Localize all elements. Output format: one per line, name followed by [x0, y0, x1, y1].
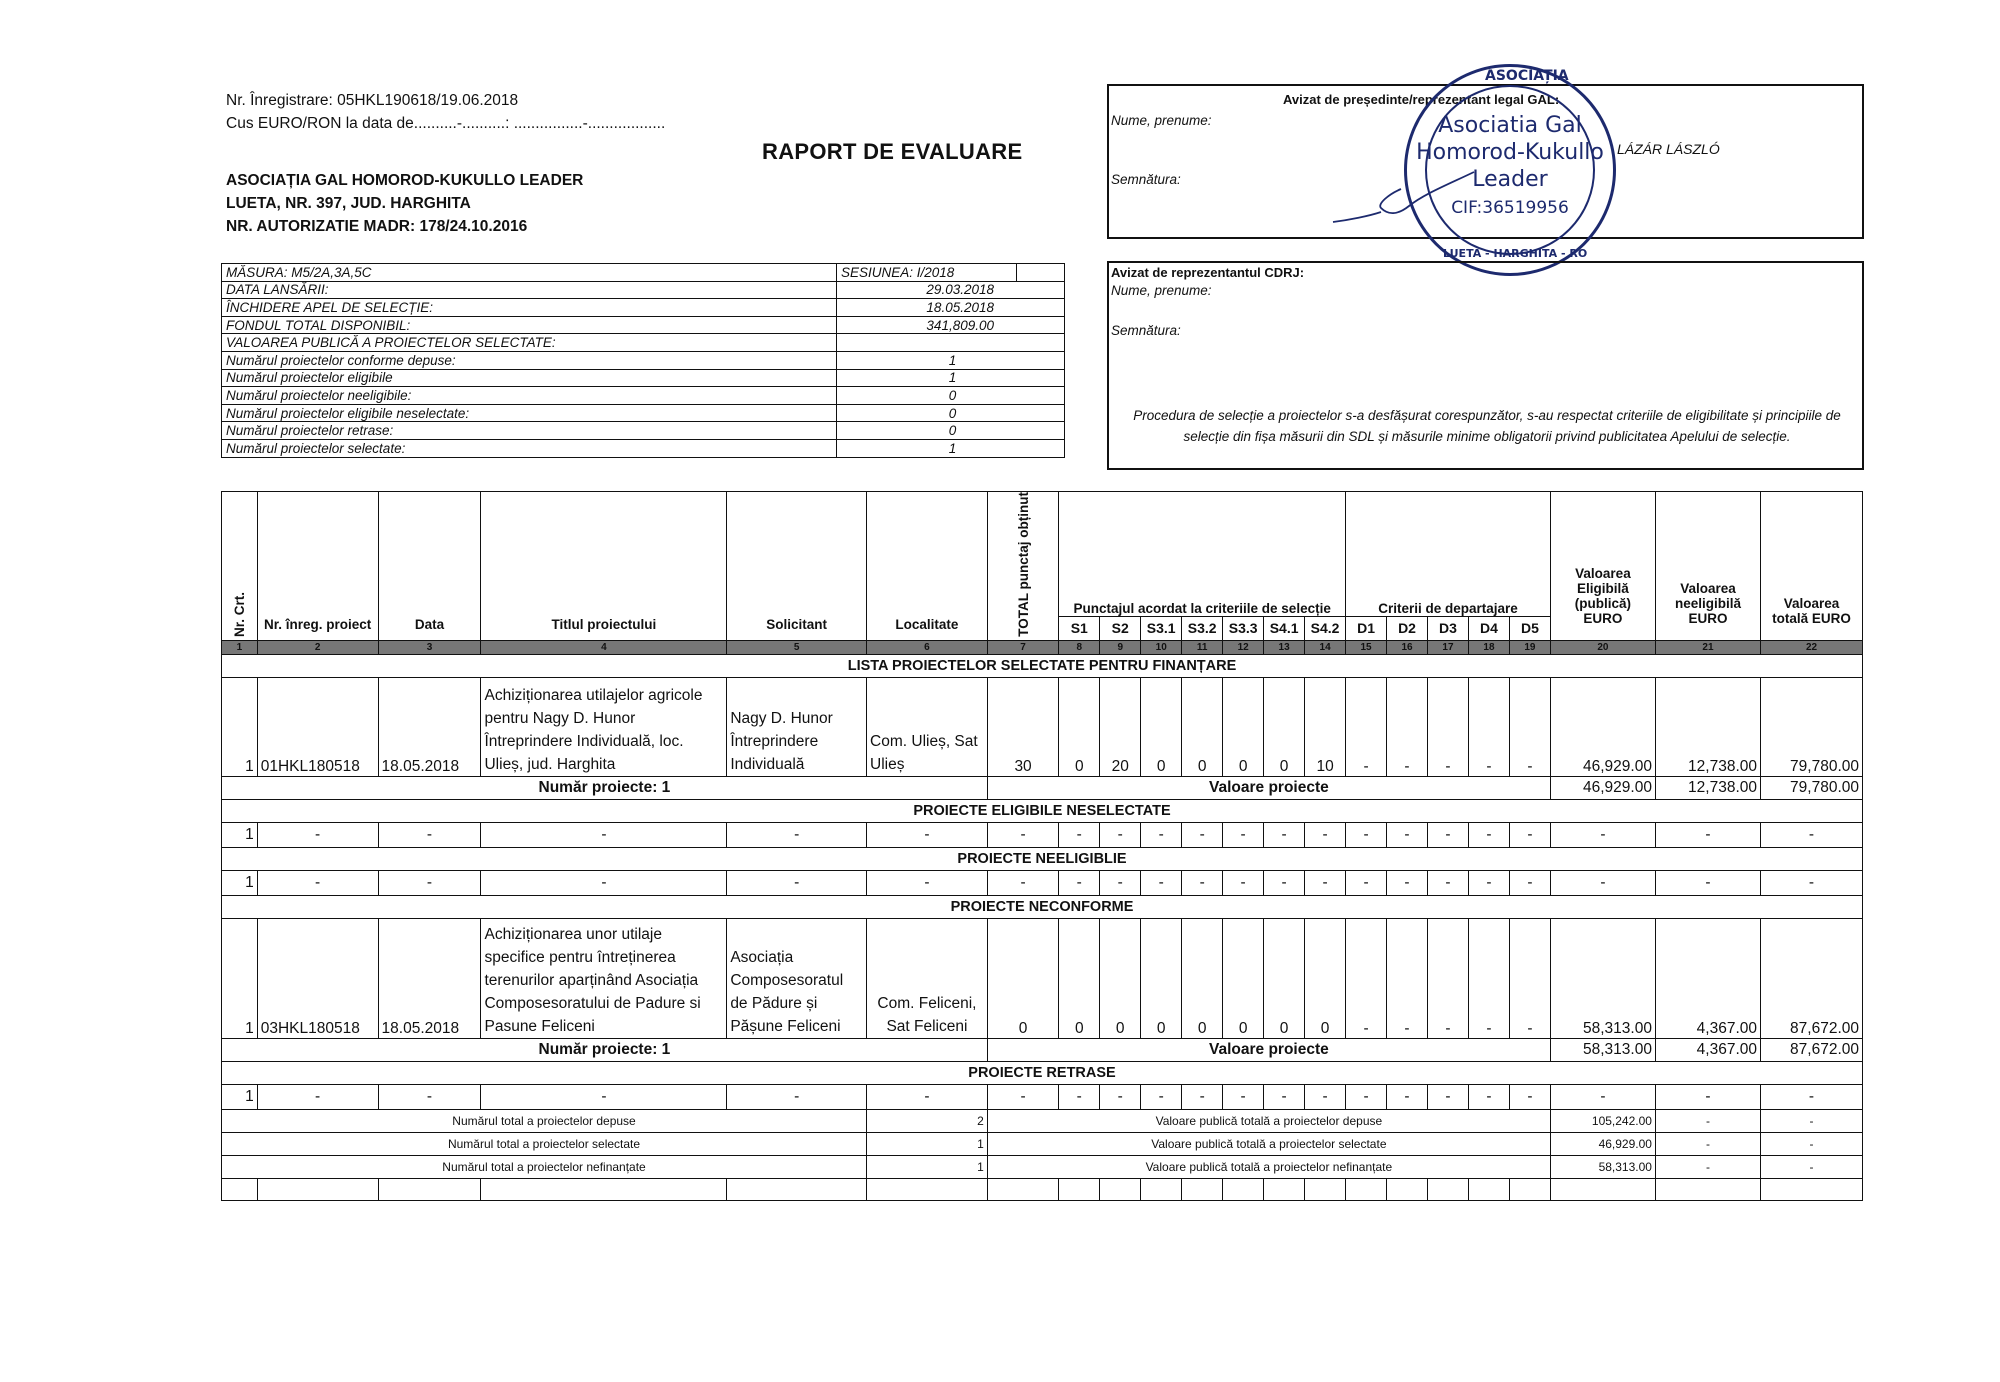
col-number: 21: [1655, 640, 1760, 654]
col-number: 14: [1305, 640, 1346, 654]
summary-row: [222, 387, 1065, 405]
cell-dash: -: [1509, 1084, 1550, 1109]
stamp-line-3: Leader: [1472, 167, 1548, 192]
signature-label: Semnătura:: [1111, 172, 1181, 187]
total-v2: -: [1655, 1155, 1760, 1178]
cell-val-neeligibila: 4,367.00: [1655, 918, 1760, 1038]
name-label: Nume, prenume:: [1111, 283, 1212, 298]
total-value-label: Valoare publică totală a proiectelor selectate: [987, 1132, 1550, 1155]
page-title: RAPORT DE EVALUARE: [762, 139, 1023, 164]
session-summary-table: [221, 263, 1065, 458]
cell-dash: -: [1223, 822, 1264, 847]
blank-cell: [1059, 1178, 1100, 1200]
section-title-eligible-unselected: PROIECTE ELIGIBILE NESELECTATE: [222, 799, 1863, 822]
cell-dash: -: [1100, 1084, 1141, 1109]
cell-val-eligibila: 46,929.00: [1550, 677, 1655, 776]
exchange-rate-line: Cus EURO/RON la data de..........-..........: ................-..................: [226, 115, 666, 132]
summary-label: Numărul proiectelor neeligibile:: [222, 387, 837, 405]
blank-cell: [1182, 1178, 1223, 1200]
total-label: Numărul total a proiectelor depuse: [222, 1109, 867, 1132]
summary-label: Numărul proiectelor conforme depuse:: [222, 351, 837, 369]
blank-cell: [987, 1178, 1058, 1200]
empty-row: [222, 822, 1863, 847]
cell-dash: -: [1761, 822, 1863, 847]
table-row: [222, 918, 1863, 1038]
blank-cell: [867, 1178, 988, 1200]
criterion-s1: S1: [1059, 616, 1100, 640]
total-value: 46,929.00: [1550, 1132, 1655, 1155]
cell-dash: -: [481, 822, 727, 847]
col-number: 2: [257, 640, 378, 654]
summary-row: [222, 299, 1065, 317]
cell-score: 0: [1305, 918, 1346, 1038]
summary-label: Numărul proiectelor selectate:: [222, 439, 837, 457]
totals-row: [222, 1132, 1863, 1155]
cell-score: 0: [1223, 677, 1264, 776]
cell-solicitant: Asociația Composesoratul de Pădure și Pășune Feliceni: [727, 918, 867, 1038]
criterion-d2: D2: [1387, 616, 1428, 640]
stamp-rim-top: ASOCIAȚIA: [1485, 68, 1569, 84]
cell-score: 10: [1305, 677, 1346, 776]
project-count: Număr proiecte: 1: [222, 776, 988, 799]
cell-titlu: Achiziționarea utilajelor agricole pentru Nagy D. Hunor Întreprindere Individuală, loc. Ulieș, jud. Harghita: [481, 677, 727, 776]
cell-titlu: Achiziționarea unor utilaje specifice pentru întreținerea terenurilor aparținând Asociația Composesoratului de Padure si Pasune Feliceni: [481, 918, 727, 1038]
blank-cell: [1305, 1178, 1346, 1200]
stamp-line-2: Homorod-Kukullo: [1416, 140, 1604, 165]
col-number: 5: [727, 640, 867, 654]
col-titlu: Titlul proiectului: [481, 492, 727, 641]
total-v2: -: [1655, 1132, 1760, 1155]
col-number: 6: [867, 640, 988, 654]
total-value: 105,242.00: [1550, 1109, 1655, 1132]
cell-dash: -: [987, 1084, 1058, 1109]
cell-data: 18.05.2018: [378, 677, 481, 776]
cell-dash: -: [481, 1084, 727, 1109]
sum-val-neeligibila: 12,738.00: [1655, 776, 1760, 799]
summary-row: [222, 369, 1065, 387]
section-row: [222, 1061, 1863, 1084]
summary-row: [222, 316, 1065, 334]
cell-dash: -: [1761, 1084, 1863, 1109]
stamp-line-1: Asociatia Gal: [1438, 113, 1582, 138]
blank-cell: [1655, 1178, 1760, 1200]
section-title-withdrawn: PROIECTE RETRASE: [222, 1061, 1863, 1084]
col-solicitant: Solicitant: [727, 492, 867, 641]
summary-label: Numărul proiectelor retrase:: [222, 422, 837, 440]
blank-cell: [1550, 1178, 1655, 1200]
criterion-s3-3: S3.3: [1223, 616, 1264, 640]
evaluation-table: [221, 491, 1863, 1201]
cell-dash: -: [1305, 822, 1346, 847]
cell-dash: -: [1550, 1084, 1655, 1109]
cell-val-eligibila: 58,313.00: [1550, 918, 1655, 1038]
cell-dash: -: [481, 870, 727, 895]
blank-cell: [222, 1178, 258, 1200]
cell-score: 20: [1100, 677, 1141, 776]
summary-value: 0: [837, 387, 1065, 405]
section-summary-row: [222, 1038, 1863, 1061]
cell-dash: -: [1468, 1084, 1509, 1109]
summary-value: 18.05.2018: [837, 299, 1065, 317]
org-name: ASOCIAȚIA GAL HOMOROD-KUKULLO LEADER: [226, 172, 584, 189]
blank-row: [222, 1178, 1863, 1200]
cell-dash: -: [867, 1084, 988, 1109]
summary-label: Numărul proiectelor eligibile: [222, 369, 837, 387]
cell-val-totala: 79,780.00: [1761, 677, 1863, 776]
criterion-d5: D5: [1509, 616, 1550, 640]
cell-dash: -: [1182, 870, 1223, 895]
col-number: 7: [987, 640, 1058, 654]
col-data: Data: [378, 492, 481, 641]
totals-row: [222, 1155, 1863, 1178]
cell-score: 0: [1182, 918, 1223, 1038]
cell-dash: -: [1100, 870, 1141, 895]
total-v3: -: [1761, 1132, 1863, 1155]
cell-dash: -: [1428, 1084, 1469, 1109]
col-nr-crt: Nr. Crt.: [222, 492, 258, 641]
col-number: 17: [1428, 640, 1469, 654]
cell-dash: -: [1264, 870, 1305, 895]
cell-dash: -: [1428, 870, 1469, 895]
cell-nr: 1: [222, 918, 258, 1038]
cell-dash: -: [257, 822, 378, 847]
project-count: Număr proiecte: 1: [222, 1038, 988, 1061]
project-value-label: Valoare proiecte: [987, 776, 1550, 799]
col-val-eligibila: Valoarea Eligibilă (publică) EURO: [1550, 492, 1655, 641]
cell-dash: -: [1655, 822, 1760, 847]
summary-label: ÎNCHIDERE APEL DE SELECȚIE:: [222, 299, 837, 317]
blank-cell: [1100, 1178, 1141, 1200]
project-value-label: Valoare proiecte: [987, 1038, 1550, 1061]
col-number: 8: [1059, 640, 1100, 654]
president-approval-title: Avizat de președinte/reprezentant legal GAL:: [1283, 92, 1560, 107]
sum-val-totala: 87,672.00: [1761, 1038, 1863, 1061]
blank-cell: [727, 1178, 867, 1200]
blank-cell: [1428, 1178, 1469, 1200]
stamp-rim-bottom: LUETA - HARGHITA - RO: [1443, 247, 1588, 260]
section-row: [222, 847, 1863, 870]
cdrj-approval-title: Avizat de reprezentantul CDRJ:: [1111, 265, 1305, 280]
col-number: 11: [1182, 640, 1223, 654]
blank-cell: [1468, 1178, 1509, 1200]
cell-dash: -: [1223, 870, 1264, 895]
cell-dash: -: [1182, 822, 1223, 847]
cell-dash: -: [1550, 870, 1655, 895]
cell-dash: -: [1761, 870, 1863, 895]
summary-row: [222, 281, 1065, 299]
criterion-s3-2: S3.2: [1182, 616, 1223, 640]
total-count: 1: [867, 1155, 988, 1178]
cell-dash: -: [1387, 822, 1428, 847]
cell-dash: -: [1346, 822, 1387, 847]
col-number: 4: [481, 640, 727, 654]
summary-row: [222, 264, 1065, 282]
col-val-neeligibila: Valoarea neeligibilă EURO: [1655, 492, 1760, 641]
blank-cell: [1346, 1178, 1387, 1200]
col-number: 9: [1100, 640, 1141, 654]
cell-nr-inreg: 03HKL180518: [257, 918, 378, 1038]
cell-val-totala: 87,672.00: [1761, 918, 1863, 1038]
summary-value: 1: [837, 369, 1065, 387]
blank-cell: [1141, 1178, 1182, 1200]
summary-label: DATA LANSĂRII:: [222, 281, 837, 299]
cell-localitate: Com. Feliceni, Sat Feliceni: [867, 918, 988, 1038]
blank-cell: [257, 1178, 378, 1200]
total-v2: -: [1655, 1109, 1760, 1132]
cell-dash: -: [867, 822, 988, 847]
col-number: 22: [1761, 640, 1863, 654]
cell-score: 0: [1223, 918, 1264, 1038]
empty-row: [222, 870, 1863, 895]
procedure-statement: Procedura de selecție a proiectelor s-a desfășurat corespunzător, s-au respectat criteriile de eligibilitate și principiile de selecție din fișa măsurii din SDL și măsurile minime obligatorii privind publicitatea Apelului de selecție.: [1133, 408, 1841, 444]
cell-dash: -: [1387, 870, 1428, 895]
section-summary-row: [222, 776, 1863, 799]
cell-dash: -: [1428, 822, 1469, 847]
summary-label: FONDUL TOTAL DISPONIBIL:: [222, 316, 837, 334]
summary-value: [837, 334, 1065, 352]
cell-score: -: [1468, 918, 1509, 1038]
cell-dash: -: [378, 870, 481, 895]
cell-dash: -: [867, 870, 988, 895]
sum-val-totala: 79,780.00: [1761, 776, 1863, 799]
sum-val-neeligibila: 4,367.00: [1655, 1038, 1760, 1061]
col-nr-inreg: Nr. înreg. proiect: [257, 492, 378, 641]
total-v3: -: [1761, 1155, 1863, 1178]
cell-dash: -: [1346, 1084, 1387, 1109]
cell-score: 0: [1141, 918, 1182, 1038]
cell-score: 0: [1264, 918, 1305, 1038]
cell-score: 0: [1141, 677, 1182, 776]
totals-row: [222, 1109, 1863, 1132]
col-total-punctaj: TOTAL punctaj obținut: [987, 492, 1058, 641]
cell-score: -: [1428, 918, 1469, 1038]
blank-cell: [1509, 1178, 1550, 1200]
cell-dash: -: [727, 870, 867, 895]
stamp-cif: CIF:36519956: [1451, 198, 1569, 218]
col-localitate: Localitate: [867, 492, 988, 641]
empty-row: [222, 1084, 1863, 1109]
sum-val-eligibila: 46,929.00: [1550, 776, 1655, 799]
cell-dash: -: [378, 822, 481, 847]
criterion-d1: D1: [1346, 616, 1387, 640]
cell-dash: -: [1468, 870, 1509, 895]
blank-cell: [378, 1178, 481, 1200]
cell-nr: 1: [222, 870, 258, 895]
cell-score: 0: [1059, 677, 1100, 776]
summary-label: VALOAREA PUBLICĂ A PROIECTELOR SELECTATE:: [222, 334, 837, 352]
cell-score: -: [1387, 918, 1428, 1038]
cell-dash: -: [1468, 822, 1509, 847]
cell-dash: -: [1059, 1084, 1100, 1109]
total-label: Numărul total a proiectelor selectate: [222, 1132, 867, 1155]
column-number-row: [222, 640, 1863, 654]
cell-dash: -: [1655, 870, 1760, 895]
summary-blank-cell: [1017, 264, 1065, 282]
summary-row: [222, 351, 1065, 369]
col-criterii-departajare: Criterii de departajare: [1346, 492, 1551, 617]
cell-dash: -: [727, 822, 867, 847]
summary-row: [222, 439, 1065, 457]
cell-nr: 1: [222, 1084, 258, 1109]
blank-cell: [481, 1178, 727, 1200]
summary-row: [222, 422, 1065, 440]
cell-score: -: [1468, 677, 1509, 776]
cell-dash: -: [1059, 822, 1100, 847]
cell-score: -: [1428, 677, 1469, 776]
cell-dash: -: [1100, 822, 1141, 847]
cell-dash: -: [1305, 870, 1346, 895]
total-value-label: Valoare publică totală a proiectelor nefinanțate: [987, 1155, 1550, 1178]
cell-total: 30: [987, 677, 1058, 776]
cell-dash: -: [1264, 1084, 1305, 1109]
col-number: 19: [1509, 640, 1550, 654]
cell-dash: -: [1550, 822, 1655, 847]
cell-nr: 1: [222, 822, 258, 847]
header-row: [222, 492, 1863, 617]
col-number: 1: [222, 640, 258, 654]
signer-name: LÁZÁR LÁSZLÓ: [1617, 141, 1720, 157]
col-number: 16: [1387, 640, 1428, 654]
summary-row: [222, 404, 1065, 422]
cdrj-approval-box: [1107, 261, 1864, 470]
col-criterii-selectie: Punctajul acordat la criteriile de selecție: [1059, 492, 1346, 617]
criterion-s3-1: S3.1: [1141, 616, 1182, 640]
cell-dash: -: [1509, 822, 1550, 847]
summary-value: 0: [837, 404, 1065, 422]
criterion-s4-2: S4.2: [1305, 616, 1346, 640]
cell-dash: -: [1141, 1084, 1182, 1109]
col-val-totala: Valoarea totală EURO: [1761, 492, 1863, 641]
table-row: [222, 677, 1863, 776]
cell-score: 0: [1182, 677, 1223, 776]
criterion-s2: S2: [1100, 616, 1141, 640]
total-value-label: Valoare publică totală a proiectelor depuse: [987, 1109, 1550, 1132]
cell-dash: -: [1346, 870, 1387, 895]
summary-value: 0: [837, 422, 1065, 440]
cell-dash: -: [378, 1084, 481, 1109]
total-count: 2: [867, 1109, 988, 1132]
summary-label: Numărul proiectelor eligibile neselectate:: [222, 404, 837, 422]
sum-val-eligibila: 58,313.00: [1550, 1038, 1655, 1061]
authorization-number: NR. AUTORIZATIE MADR: 178/24.10.2016: [226, 218, 528, 235]
cell-dash: -: [257, 870, 378, 895]
total-value: 58,313.00: [1550, 1155, 1655, 1178]
blank-cell: [1761, 1178, 1863, 1200]
cell-dash: -: [987, 822, 1058, 847]
cell-dash: -: [1141, 822, 1182, 847]
section-row: [222, 799, 1863, 822]
col-number: 10: [1141, 640, 1182, 654]
cell-score: -: [1509, 918, 1550, 1038]
cell-dash: -: [1223, 1084, 1264, 1109]
col-number: 18: [1468, 640, 1509, 654]
cell-data: 18.05.2018: [378, 918, 481, 1038]
cell-dash: -: [1264, 822, 1305, 847]
cell-dash: -: [1059, 870, 1100, 895]
session-label: SESIUNEA: I/2018: [837, 264, 1017, 282]
cell-dash: -: [1141, 870, 1182, 895]
cell-score: -: [1346, 677, 1387, 776]
blank-cell: [1387, 1178, 1428, 1200]
cell-nr: 1: [222, 677, 258, 776]
cell-dash: -: [987, 870, 1058, 895]
section-title-nonconforming: PROIECTE NECONFORME: [222, 895, 1863, 918]
col-number: 12: [1223, 640, 1264, 654]
cell-nr-inreg: 01HKL180518: [257, 677, 378, 776]
cell-dash: -: [727, 1084, 867, 1109]
col-number: 13: [1264, 640, 1305, 654]
summary-value: 1: [837, 439, 1065, 457]
cell-score: -: [1509, 677, 1550, 776]
cell-score: 0: [1100, 918, 1141, 1038]
cell-score: -: [1346, 918, 1387, 1038]
cell-score: -: [1387, 677, 1428, 776]
total-count: 1: [867, 1132, 988, 1155]
criterion-d3: D3: [1428, 616, 1469, 640]
blank-cell: [1223, 1178, 1264, 1200]
summary-value: 341,809.00: [837, 316, 1065, 334]
cell-dash: -: [1509, 870, 1550, 895]
cell-solicitant: Nagy D. Hunor Întreprindere Individuală: [727, 677, 867, 776]
section-row: [222, 654, 1863, 677]
registration-number: Nr. Înregistrare: 05HKL190618/19.06.2018: [226, 92, 519, 109]
cell-dash: -: [1182, 1084, 1223, 1109]
blank-cell: [1264, 1178, 1305, 1200]
col-number: 15: [1346, 640, 1387, 654]
cell-score: 0: [1059, 918, 1100, 1038]
summary-value: 1: [837, 351, 1065, 369]
cell-dash: -: [1305, 1084, 1346, 1109]
criterion-s4-1: S4.1: [1264, 616, 1305, 640]
measure-label: MĂSURA: M5/2A,3A,5C: [222, 264, 837, 282]
signature-label: Semnătura:: [1111, 323, 1181, 338]
cell-score: 0: [1264, 677, 1305, 776]
summary-value: 29.03.2018: [837, 281, 1065, 299]
summary-row: [222, 334, 1065, 352]
org-address: LUETA, NR. 397, JUD. HARGHITA: [226, 195, 471, 212]
cell-total: 0: [987, 918, 1058, 1038]
cell-dash: -: [1655, 1084, 1760, 1109]
cell-dash: -: [257, 1084, 378, 1109]
col-number: 3: [378, 640, 481, 654]
section-title-ineligible: PROIECTE NEELIGIBLIE: [222, 847, 1863, 870]
name-label: Nume, prenume:: [1111, 113, 1212, 128]
cell-dash: -: [1387, 1084, 1428, 1109]
cell-localitate: Com. Ulieș, Sat Ulieș: [867, 677, 988, 776]
section-title-selected: LISTA PROIECTELOR SELECTATE PENTRU FINANȚARE: [222, 654, 1863, 677]
total-v3: -: [1761, 1109, 1863, 1132]
total-label: Numărul total a proiectelor nefinanțate: [222, 1155, 867, 1178]
cell-val-neeligibila: 12,738.00: [1655, 677, 1760, 776]
criterion-d4: D4: [1468, 616, 1509, 640]
section-row: [222, 895, 1863, 918]
col-number: 20: [1550, 640, 1655, 654]
organization-stamp: [1404, 64, 1616, 276]
